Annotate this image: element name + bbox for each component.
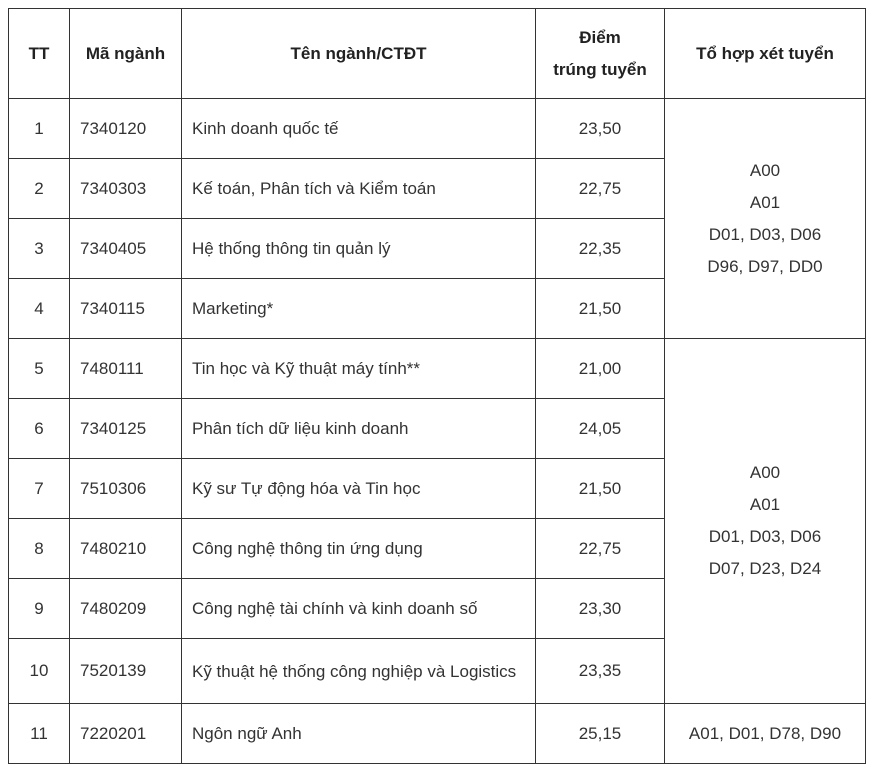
- row-tt: 1: [9, 99, 70, 159]
- row-code: 7480111: [70, 339, 182, 399]
- row-code: 7340405: [70, 219, 182, 279]
- row-code: 7480209: [70, 579, 182, 639]
- row-name: Hệ thống thông tin quản lý: [182, 219, 536, 279]
- header-score: [536, 9, 665, 99]
- row-name: Kinh doanh quốc tế: [182, 99, 536, 159]
- row-score: 24,05: [536, 399, 665, 459]
- combo-group-3: A01, D01, D78, D90: [665, 704, 866, 764]
- row-name: Tin học và Kỹ thuật máy tính**: [182, 339, 536, 399]
- row-tt: 8: [9, 519, 70, 579]
- header-combo: Tổ hợp xét tuyển: [665, 9, 866, 99]
- row-score: 21,50: [536, 459, 665, 519]
- row-code: 7510306: [70, 459, 182, 519]
- row-name: Marketing*: [182, 279, 536, 339]
- combo-group-2: [665, 339, 866, 704]
- header-score-line1: Điểm: [579, 27, 621, 47]
- combo-line: A00: [749, 160, 781, 180]
- combo-line: D07, D23, D24: [708, 559, 822, 578]
- row-score: 21,50: [536, 279, 665, 339]
- combo-line: A00: [749, 463, 781, 482]
- header-code: Mã ngành: [70, 9, 182, 99]
- row-score: 22,75: [536, 159, 665, 219]
- row-tt: 4: [9, 279, 70, 339]
- row-tt: 7: [9, 459, 70, 519]
- table-row: [9, 99, 866, 159]
- row-code: 7340303: [70, 159, 182, 219]
- row-name: Kế toán, Phân tích và Kiểm toán: [182, 159, 536, 219]
- row-code: 7340120: [70, 99, 182, 159]
- header-tt: TT: [9, 9, 70, 99]
- row-code: 7480210: [70, 519, 182, 579]
- row-code: 7520139: [70, 639, 182, 704]
- combo-line: D01, D03, D06: [708, 527, 822, 546]
- admission-scores-table: [8, 8, 866, 764]
- row-code: 7340125: [70, 399, 182, 459]
- row-tt: 3: [9, 219, 70, 279]
- row-tt: 11: [9, 704, 70, 764]
- row-name: Công nghệ tài chính và kinh doanh số: [182, 579, 536, 639]
- combo-group-1: [665, 99, 866, 339]
- row-tt: 10: [9, 639, 70, 704]
- row-score: 23,30: [536, 579, 665, 639]
- table-row: [9, 704, 866, 764]
- row-code: 7220201: [70, 704, 182, 764]
- row-score: 22,75: [536, 519, 665, 579]
- row-score: 25,15: [536, 704, 665, 764]
- row-score: 23,35: [536, 639, 665, 704]
- row-name: Kỹ sư Tự động hóa và Tin học: [182, 459, 536, 519]
- combo-line: D96, D97, DD0: [707, 256, 823, 276]
- header-name: Tên ngành/CTĐT: [182, 9, 536, 99]
- row-tt: 2: [9, 159, 70, 219]
- row-score: 23,50: [536, 99, 665, 159]
- row-tt: 6: [9, 399, 70, 459]
- row-name: Công nghệ thông tin ứng dụng: [182, 519, 536, 579]
- row-score: 21,00: [536, 339, 665, 399]
- combo-line: A01: [749, 192, 781, 212]
- row-name: Kỹ thuật hệ thống công nghiệp và Logistics: [182, 639, 536, 704]
- row-name: Ngôn ngữ Anh: [182, 704, 536, 764]
- header-row: [9, 9, 866, 99]
- combo-line: D01, D03, D06: [708, 224, 822, 244]
- row-tt: 5: [9, 339, 70, 399]
- row-score: 22,35: [536, 219, 665, 279]
- header-score-line2: trúng tuyển: [553, 59, 647, 79]
- combo-line: A01: [749, 495, 781, 514]
- row-tt: 9: [9, 579, 70, 639]
- row-name: Phân tích dữ liệu kinh doanh: [182, 399, 536, 459]
- table-row: [9, 339, 866, 399]
- row-code: 7340115: [70, 279, 182, 339]
